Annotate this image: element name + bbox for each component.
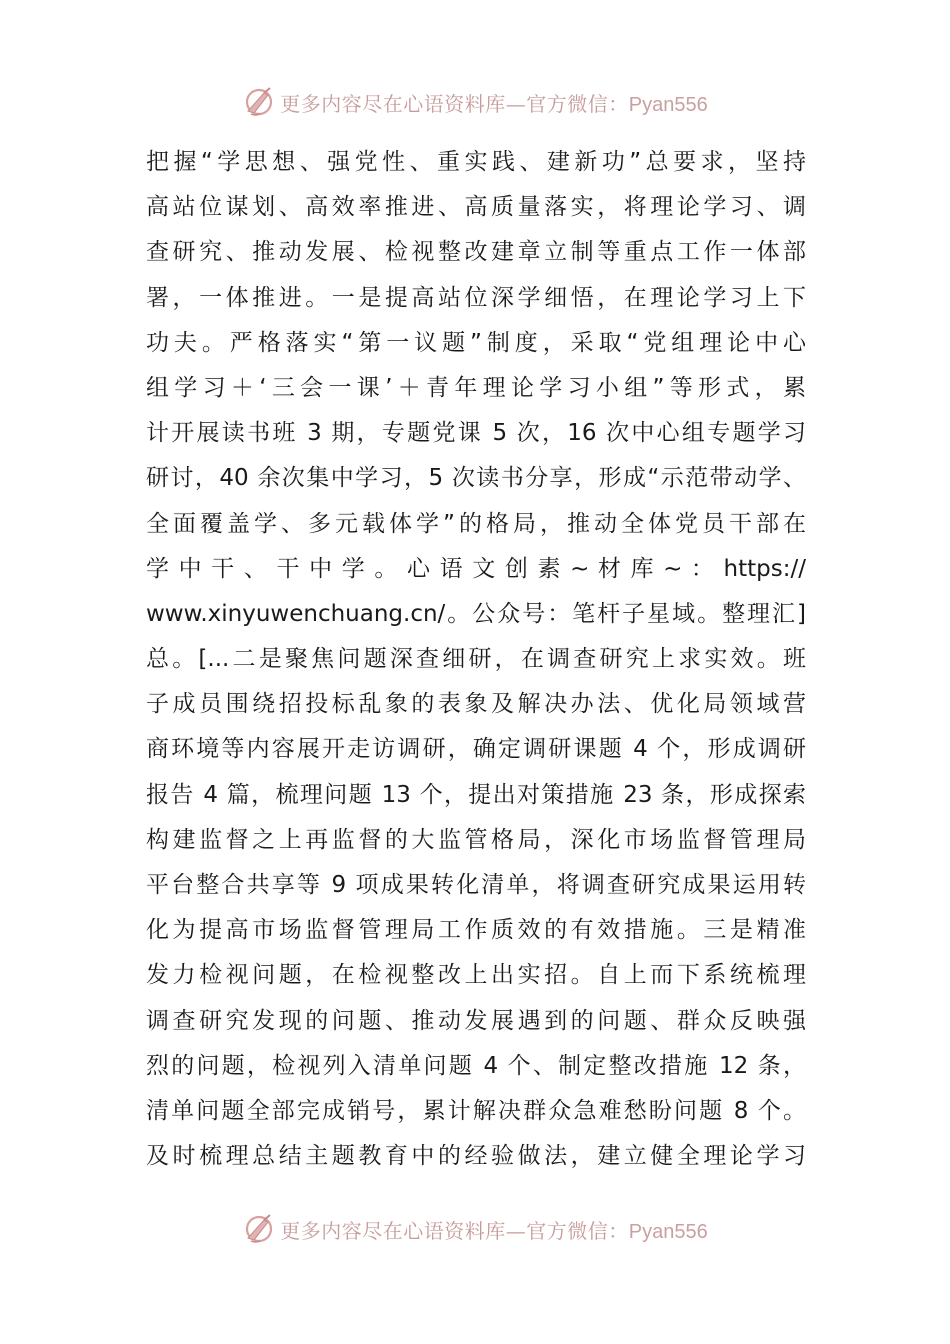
body-line: 研讨，40 余次集中学习，5 次读书分享，形成“示范带动学、 <box>146 465 806 492</box>
body-line: 学 中 干 、 干 中 学 。 心 语 文 创 素 ~ 材 库 ~ ： https:// <box>146 555 806 582</box>
pen-logo-icon <box>242 1212 276 1246</box>
body-line: 清单问题全部完成销号，累计解决群众急难愁盼问题 8 个。 <box>146 1097 806 1124</box>
footer-watermark-banner <box>0 1209 950 1249</box>
header-watermark-handle: Pyan556 <box>628 93 708 116</box>
body-line: 把握“学思想、强党性、重实践、建新功”总要求，坚持 <box>146 149 806 175</box>
footer-watermark-text: 更多内容尽在心语资料库—官方微信：Pyan556 <box>280 1218 708 1243</box>
body-line: 烈的问题，检视列入清单问题 4 个、制定整改措施 12 条， <box>146 1052 806 1079</box>
body-line: 及时梳理总结主题教育中的经验做法，建立健全理论学习 <box>146 1143 806 1170</box>
pen-logo-icon <box>242 85 276 119</box>
body-line: 查研究、推动发展、检视整改建章立制等重点工作一体部 <box>146 239 806 266</box>
body-line: www.xinyuwenchuang.cn/。公众号：笔杆子星域。整理汇] <box>146 600 806 627</box>
body-line: 商环境等内容展开走访调研，确定调研课题 4 个，形成调研 <box>146 736 806 763</box>
document-body <box>146 140 806 1179</box>
body-line: 发力检视问题，在检视整改上出实招。自上而下系统梳理 <box>146 962 806 989</box>
body-line: 署，一体推进。一是提高站位深学细悟，在理论学习上下 <box>146 284 806 311</box>
body-line: 全面覆盖学、多元载体学”的格局，推动全体党员干部在 <box>146 510 806 537</box>
body-line: 高站位谋划、高效率推进、高质量落实，将理论学习、调 <box>146 194 806 221</box>
body-line: 构建监督之上再监督的大监管格局，深化市场监督管理局 <box>146 826 806 853</box>
footer-watermark-handle: Pyan556 <box>628 1220 708 1243</box>
header-watermark-text: 更多内容尽在心语资料库—官方微信：Pyan556 <box>280 91 708 116</box>
body-line: 组学习＋‘三会一课’＋青年理论学习小组”等形式，累 <box>146 374 806 401</box>
body-line: 子成员围绕招投标乱象的表象及解决办法、优化局领域营 <box>146 691 806 718</box>
body-line: 报告 4 篇，梳理问题 13 个，提出对策措施 23 条，形成探索 <box>146 781 806 808</box>
body-line: 平台整合共享等 9 项成果转化清单，将调查研究成果运用转 <box>146 872 806 898</box>
body-line: 调查研究发现的问题、推动发展遇到的问题、群众反映强 <box>146 1007 806 1034</box>
body-line: 计开展读书班 3 期，专题党课 5 次，16 次中心组专题学习 <box>146 420 806 447</box>
body-line: 化为提高市场监督管理局工作质效的有效措施。三是精准 <box>146 917 806 944</box>
body-line: 总。[...二是聚焦问题深查细研，在调查研究上求实效。班 <box>146 646 806 673</box>
header-watermark-banner <box>0 82 950 122</box>
body-line: 功夫。严格落实“第一议题”制度，采取“党组理论中心 <box>146 329 806 356</box>
